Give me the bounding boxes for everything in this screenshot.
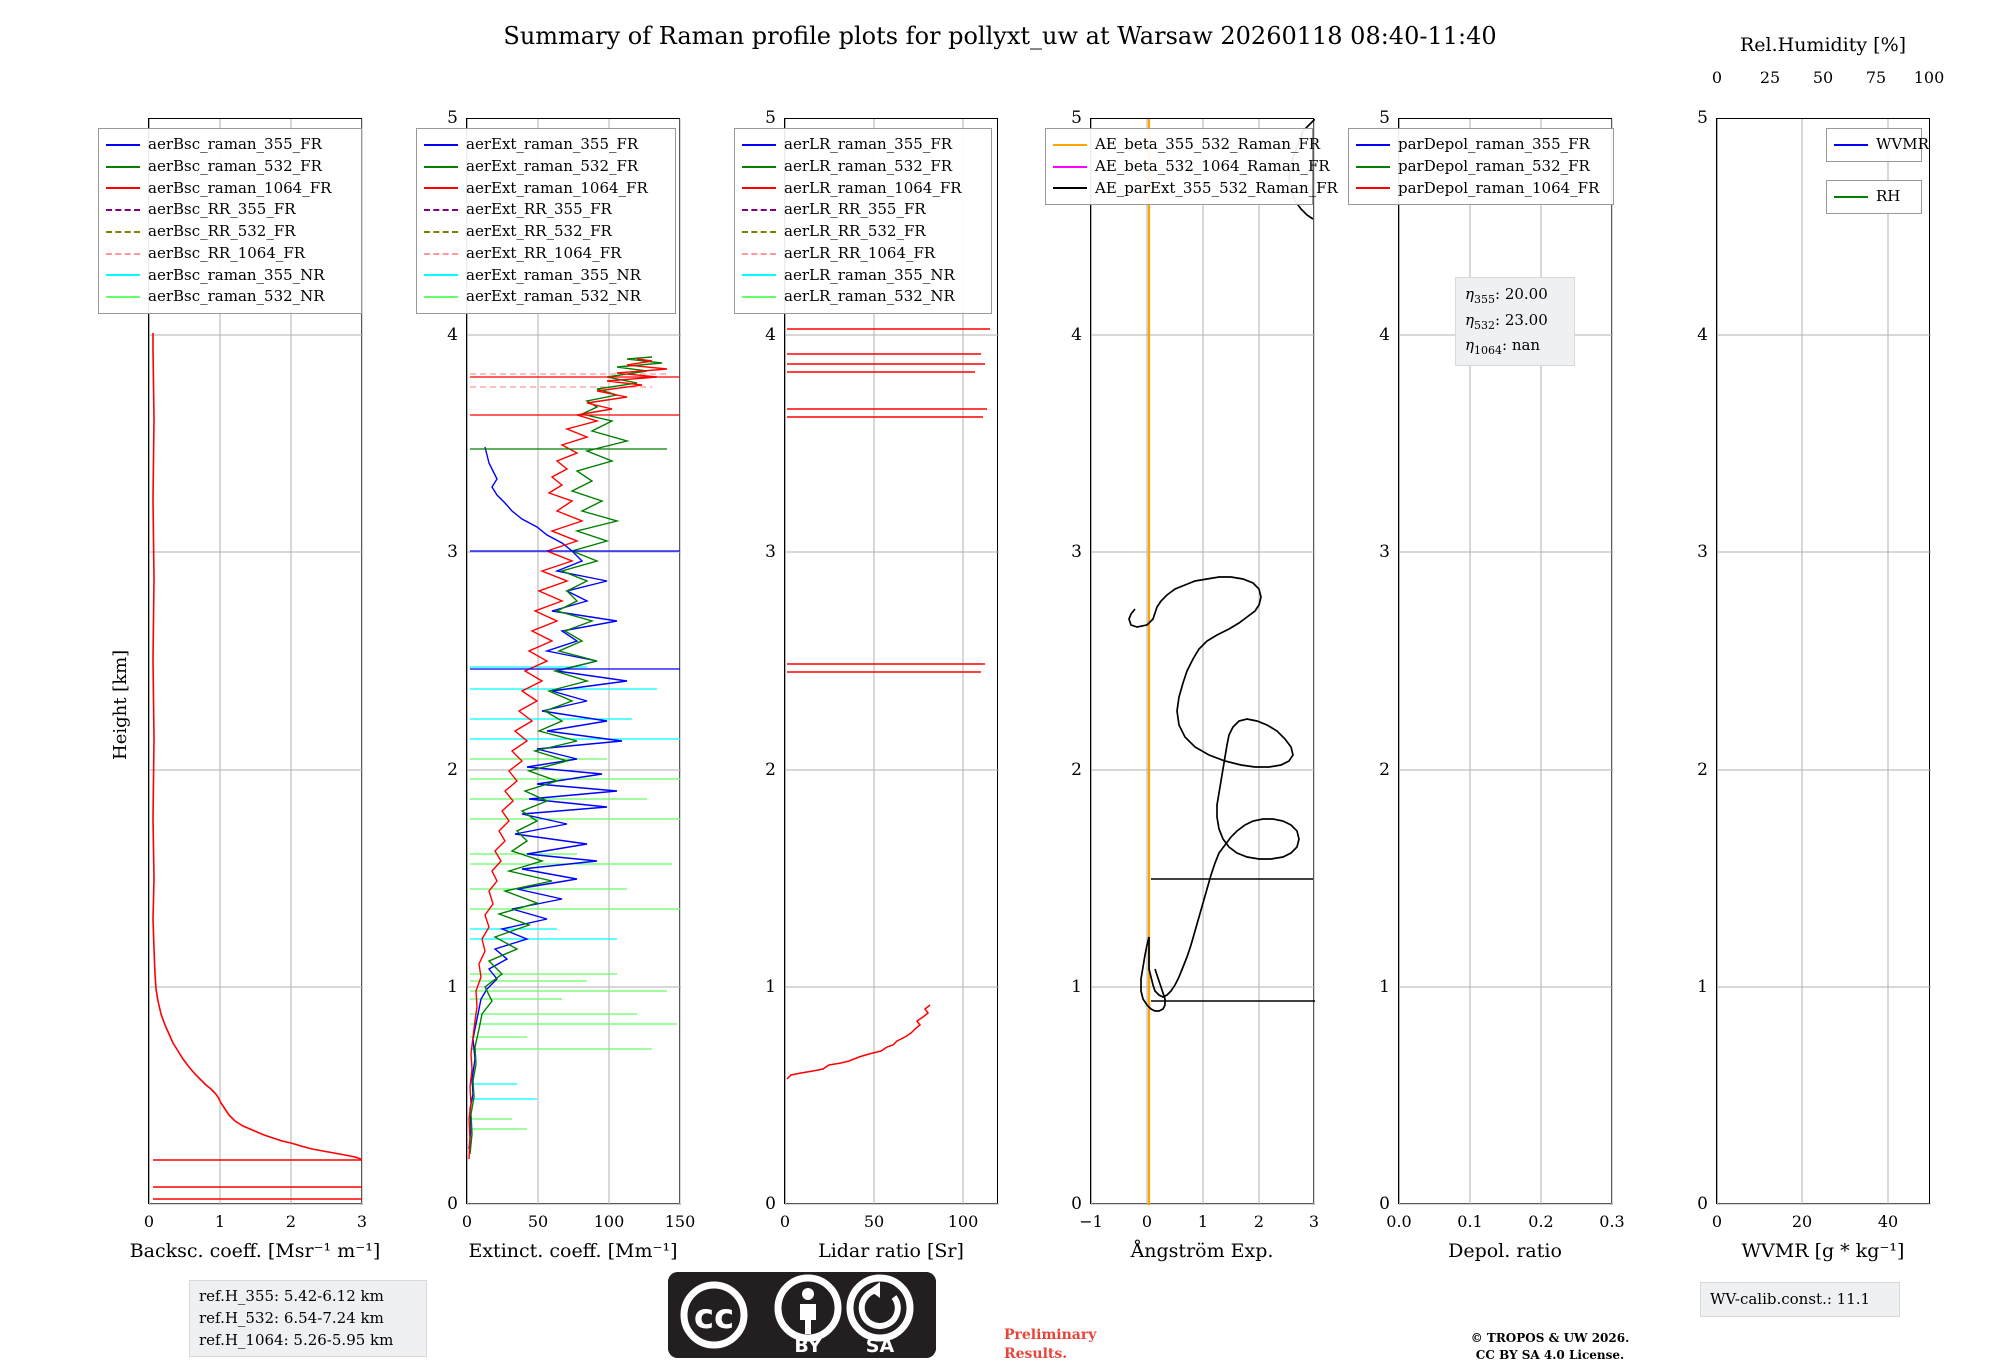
x-tick-1-p2: 50: [527, 1212, 549, 1231]
legend-item[interactable]: [106, 199, 354, 221]
x-tick-3-p2: 150: [664, 1212, 696, 1231]
x-tick-4-p4: 3: [1308, 1212, 1320, 1231]
y-tick-4-p3: 4: [765, 325, 776, 345]
y-tick-0-p5: 0: [1379, 1194, 1390, 1214]
x-axis-label-wvmr-text: WVMR [g * kg⁻¹]: [1741, 1240, 1905, 1262]
x-tick-1-p5: 0.1: [1457, 1212, 1483, 1231]
eta-symbol: η: [1465, 336, 1474, 354]
legend-label: aerExt_raman_532_FR: [466, 156, 639, 175]
preliminary-note: [1004, 1326, 1124, 1364]
x-axis-label-depol-ratio: Depol. ratio: [1448, 1240, 1562, 1262]
legend-item[interactable]: [106, 221, 354, 243]
x-tick-top-100-p6: 100: [1913, 68, 1945, 87]
legend-label: aerBsc_RR_355_FR: [148, 200, 296, 219]
legend-item[interactable]: [424, 221, 668, 243]
legend-swatch-aerext-rr-532-fr: [424, 231, 458, 233]
legend-label: aerBsc_RR_532_FR: [148, 222, 296, 240]
y-tick-4-p5: 4: [1379, 325, 1390, 345]
top-axis-label-rh: Rel.Humidity [%]: [1739, 34, 1907, 56]
legend-label: aerLR_raman_532_NR: [784, 287, 955, 306]
legend-label: AE_beta_355_532_Raman_FR: [1095, 135, 1321, 153]
y-axis-label: Height [km]: [110, 649, 131, 760]
y-tick-2-p4: 2: [1071, 760, 1082, 780]
legend-label: aerLR_RR_1064_FR: [784, 243, 936, 262]
legend-label: aerBsc_RR_1064_FR: [148, 243, 306, 262]
y-tick-1-p4: 1: [1071, 977, 1082, 997]
legend-label: aerExt_RR_532_FR: [466, 222, 612, 240]
x-tick-top-50-p6: 50: [1812, 68, 1834, 87]
legend-swatch-aerbsc-rr-532-fr: [106, 231, 140, 233]
legend-label: aerBsc_raman_532_NR: [148, 287, 325, 306]
legend-item[interactable]: [106, 243, 354, 265]
y-tick-3-p6: 3: [1697, 542, 1708, 562]
x-axis-label-backscatter: Backsc. coeff. [Msr⁻¹ m⁻¹]: [129, 1240, 381, 1262]
x-tick-top-75-p6: 75: [1865, 68, 1887, 87]
page-title: Summary of Raman profile plots for pollyxt_uw at Warsaw 20260118 08:40-11:40: [503, 22, 1497, 50]
y-tick-3-p5: 3: [1379, 542, 1390, 562]
y-tick-0-p2: 0: [447, 1194, 458, 1214]
legend-label: aerLR_RR_532_FR: [784, 222, 926, 240]
x-tick-top-25-p6: 25: [1759, 68, 1781, 87]
y-tick-5-p6: 5: [1697, 108, 1708, 128]
legend-swatch-aerbsc-raman-532-fr: [106, 166, 140, 168]
legend-swatch-ae-beta-532-1064: [1053, 166, 1087, 168]
y-tick-5-p2: 5: [447, 108, 458, 128]
x-tick-3-p5: 0.3: [1599, 1212, 1625, 1231]
legend-label: WVMR: [1876, 135, 1929, 153]
legend-label: aerLR_raman_1064_FR: [784, 178, 962, 197]
cc-license-badge[interactable]: [668, 1272, 936, 1358]
legend-item[interactable]: [742, 134, 984, 156]
x-tick-2-p3: 100: [947, 1212, 979, 1231]
y-tick-1-p3: 1: [765, 977, 776, 997]
x-tick-2-p2: 100: [593, 1212, 625, 1231]
y-tick-5-p4: 5: [1071, 108, 1082, 128]
y-tick-2-p5: 2: [1379, 760, 1390, 780]
y-tick-5-p5: 5: [1379, 108, 1390, 128]
legend-item[interactable]: [424, 134, 668, 156]
legend-swatch-aerlr-raman-532-nr: [742, 296, 776, 298]
legend-item[interactable]: [1834, 186, 1914, 208]
ref-height-532: ref.H_532: 6.54-7.24 km: [199, 1308, 384, 1327]
legend-label: aerLR_raman_532_FR: [784, 156, 953, 175]
legend-item[interactable]: [1053, 178, 1338, 200]
legend-label: parDepol_raman_355_FR: [1398, 135, 1590, 153]
x-axis-label-extinction: Extinct. coeff. [Mm⁻¹]: [468, 1240, 678, 1262]
x-axis-label-wvmr: [1666, 1240, 1980, 1262]
y-tick-0-p6: 0: [1697, 1194, 1708, 1214]
preliminary-line-1: Preliminary: [1004, 1327, 1097, 1343]
legend-label: aerBsc_raman_532_FR: [148, 156, 322, 175]
legend-item[interactable]: [742, 265, 984, 287]
x-tick-top-0-p6: 0: [1711, 68, 1723, 87]
x-tick-3-p1: 3: [356, 1212, 368, 1231]
x-tick-2-p4: 1: [1197, 1212, 1209, 1231]
y-tick-2-p3: 2: [765, 760, 776, 780]
legend-swatch-rh: [1834, 196, 1868, 198]
legend-swatch-aerext-rr-1064-fr: [424, 253, 458, 255]
y-tick-0-p3: 0: [765, 1194, 776, 1214]
legend-swatch-aerlr-rr-355-fr: [742, 209, 776, 211]
x-tick-0-p1: 0: [143, 1212, 155, 1231]
x-tick-1-p3: 50: [863, 1212, 885, 1231]
legend-swatch-pardepol-raman-355-fr: [1356, 144, 1390, 146]
plot-canvas-wvmr-rh: [1717, 119, 1931, 1205]
wv-calib-box: [1700, 1282, 1900, 1317]
cc-badge-graphic: [668, 1272, 936, 1358]
legend-label: parDepol_raman_1064_FR: [1398, 178, 1600, 197]
copyright-line-1: © TROPOS & UW 2026.: [1470, 1331, 1630, 1345]
legend-item[interactable]: [424, 286, 668, 308]
y-tick-1-p5: 1: [1379, 977, 1390, 997]
legend-swatch-aerbsc-raman-355-nr: [106, 274, 140, 276]
ref-height-1064: ref.H_1064: 5.26-5.95 km: [199, 1330, 394, 1349]
eta-1064-row: $\eta_{1064}$: nan: [1465, 336, 1541, 357]
legend-item[interactable]: [1053, 156, 1330, 178]
y-tick-4-p6: 4: [1697, 325, 1708, 345]
legend-label: aerExt_raman_355_FR: [466, 135, 639, 153]
x-tick-3-p4: 2: [1253, 1212, 1265, 1231]
legend-swatch-aerext-rr-355-fr: [424, 209, 458, 211]
y-tick-3-p4: 3: [1071, 542, 1082, 562]
eta-355-row: $\eta_{355}$: 20.00: [1465, 285, 1548, 306]
legend-swatch-aerlr-raman-355-fr: [742, 144, 776, 146]
legend-depol-ratio[interactable]: [1348, 128, 1614, 205]
eta-symbol: η: [1465, 310, 1474, 329]
legend-label: aerBsc_raman_355_NR: [148, 265, 325, 284]
legend-label: AE_beta_532_1064_Raman_FR: [1095, 156, 1330, 175]
legend-label: aerExt_RR_355_FR: [466, 200, 612, 219]
ref-height-355: ref.H_355: 5.42-6.12 km: [199, 1287, 384, 1305]
y-tick-3-p3: 3: [765, 542, 776, 562]
legend-swatch-aerlr-raman-1064-fr: [742, 187, 776, 189]
legend-label: aerLR_raman_355_NR: [784, 265, 955, 284]
eta-532-subscript: 532: [1474, 318, 1495, 332]
legend-extinction[interactable]: [416, 128, 676, 314]
legend-item[interactable]: [106, 178, 354, 200]
legend-swatch-aerbsc-raman-532-nr: [106, 296, 140, 298]
legend-swatch-aerbsc-rr-1064-fr: [106, 253, 140, 255]
y-tick-4-p4: 4: [1071, 325, 1082, 345]
plot-canvas-angstrom: [1091, 119, 1315, 1205]
eta-532-value: 23.00: [1504, 310, 1548, 329]
eta-1064-subscript: 1064: [1474, 344, 1502, 357]
legend-angstrom[interactable]: [1045, 128, 1338, 205]
legend-swatch-aerbsc-rr-355-fr: [106, 209, 140, 211]
x-tick-1-p4: 0: [1141, 1212, 1153, 1231]
legend-swatch-aerext-raman-532-nr: [424, 296, 458, 298]
eta-355-subscript: 355: [1474, 293, 1495, 306]
legend-backscatter[interactable]: [98, 128, 362, 314]
legend-swatch-aerext-raman-355-fr: [424, 144, 458, 146]
legend-swatch-aerlr-raman-355-nr: [742, 274, 776, 276]
x-tick-2-p6: 40: [1877, 1212, 1899, 1231]
legend-swatch-pardepol-raman-1064-fr: [1356, 187, 1390, 189]
y-tick-3-p2: 3: [447, 542, 458, 562]
legend-label: aerLR_raman_355_FR: [784, 135, 953, 153]
legend-swatch-aerlr-rr-532-fr: [742, 231, 776, 233]
x-tick-0-p6: 0: [1711, 1212, 1723, 1231]
legend-item[interactable]: [1834, 134, 1929, 156]
x-tick-2-p5: 0.2: [1528, 1212, 1554, 1231]
legend-label: AE_parExt_355_532_Raman_FR: [1095, 178, 1338, 197]
legend-item[interactable]: [424, 243, 668, 265]
legend-label: aerExt_raman_1064_FR: [466, 178, 648, 197]
x-tick-0-p4: −1: [1079, 1212, 1103, 1231]
legend-item[interactable]: [106, 286, 354, 308]
y-tick-4-p2: 4: [447, 325, 458, 345]
legend-item[interactable]: [106, 156, 354, 178]
legend-item[interactable]: [424, 199, 668, 221]
y-tick-2-p2: 2: [447, 760, 458, 780]
legend-swatch-aerbsc-raman-355-fr: [106, 144, 140, 146]
eta-info-box: [1455, 277, 1575, 366]
legend-label: aerExt_raman_532_NR: [466, 287, 641, 306]
svg-text:cc: cc: [693, 1297, 735, 1337]
cc-sa-label: SA: [865, 1335, 895, 1357]
legend-swatch-ae-parext-355-532: [1053, 187, 1087, 189]
y-tick-5-p3: 5: [765, 108, 776, 128]
legend-swatch-aerext-raman-1064-fr: [424, 187, 458, 189]
copyright-line-2: CC BY SA 4.0 License.: [1475, 1348, 1625, 1363]
y-tick-2-p6: 2: [1697, 760, 1708, 780]
y-tick-1-p2: 1: [447, 977, 458, 997]
cc-by-label: BY: [794, 1335, 822, 1357]
legend-swatch-aerlr-raman-532-fr: [742, 166, 776, 168]
x-tick-0-p2: 0: [461, 1212, 473, 1231]
legend-swatch-aerext-raman-532-fr: [424, 166, 458, 168]
legend-wvmr[interactable]: [1826, 128, 1929, 162]
legend-swatch-pardepol-raman-532-fr: [1356, 166, 1390, 168]
legend-lidar-ratio[interactable]: [734, 128, 992, 314]
legend-swatch-aerbsc-raman-1064-fr: [106, 187, 140, 189]
legend-swatch-aerext-raman-355-nr: [424, 274, 458, 276]
reference-height-box: [189, 1280, 427, 1357]
legend-item[interactable]: [1356, 156, 1606, 178]
eta-1064-value: nan: [1511, 336, 1541, 354]
legend-item[interactable]: [106, 265, 354, 287]
legend-item[interactable]: [742, 178, 984, 200]
legend-label: aerBsc_raman_1064_FR: [148, 178, 332, 197]
legend-item[interactable]: [742, 286, 984, 308]
y-tick-1-p6: 1: [1697, 977, 1708, 997]
eta-symbol: η: [1465, 285, 1474, 303]
legend-item[interactable]: [424, 265, 668, 287]
x-tick-0-p5: 0.0: [1386, 1212, 1412, 1231]
legend-label: aerLR_RR_355_FR: [784, 200, 926, 219]
x-tick-0-p3: 0: [779, 1212, 791, 1231]
legend-label: RH: [1876, 187, 1901, 205]
x-tick-1-p6: 20: [1791, 1212, 1813, 1231]
legend-label: aerExt_raman_355_NR: [466, 265, 641, 284]
x-axis-label-angstrom: Ångström Exp.: [1130, 1240, 1274, 1262]
eta-355-value: 20.00: [1504, 285, 1548, 303]
legend-swatch-aerlr-rr-1064-fr: [742, 253, 776, 255]
legend-item[interactable]: [424, 156, 668, 178]
legend-item[interactable]: [1053, 134, 1321, 156]
x-tick-2-p1: 2: [285, 1212, 297, 1231]
legend-item[interactable]: [1356, 178, 1606, 200]
x-tick-1-p1: 1: [214, 1212, 226, 1231]
eta-532-row: $\eta_{532}$: 23.00: [1465, 310, 1548, 332]
legend-item[interactable]: [424, 178, 668, 200]
y-tick-0-p4: 0: [1071, 1194, 1082, 1214]
legend-swatch-ae-beta-355-532: [1053, 144, 1087, 146]
wv-calib-const: WV-calib.const.: 11.1: [1710, 1290, 1871, 1308]
legend-item[interactable]: [1356, 134, 1606, 156]
legend-item[interactable]: [106, 134, 354, 156]
legend-item[interactable]: [742, 243, 984, 265]
legend-rh[interactable]: [1826, 180, 1922, 214]
legend-label: parDepol_raman_532_FR: [1398, 156, 1590, 175]
legend-item[interactable]: [742, 221, 984, 243]
legend-item[interactable]: [742, 199, 984, 221]
preliminary-line-2: Results.: [1004, 1345, 1068, 1362]
legend-label: aerExt_RR_1064_FR: [466, 243, 622, 262]
legend-label: aerBsc_raman_355_FR: [148, 135, 322, 153]
legend-swatch-wvmr: [1834, 144, 1868, 146]
legend-item[interactable]: [742, 156, 984, 178]
x-axis-label-lidar-ratio: Lidar ratio [Sr]: [818, 1240, 964, 1262]
